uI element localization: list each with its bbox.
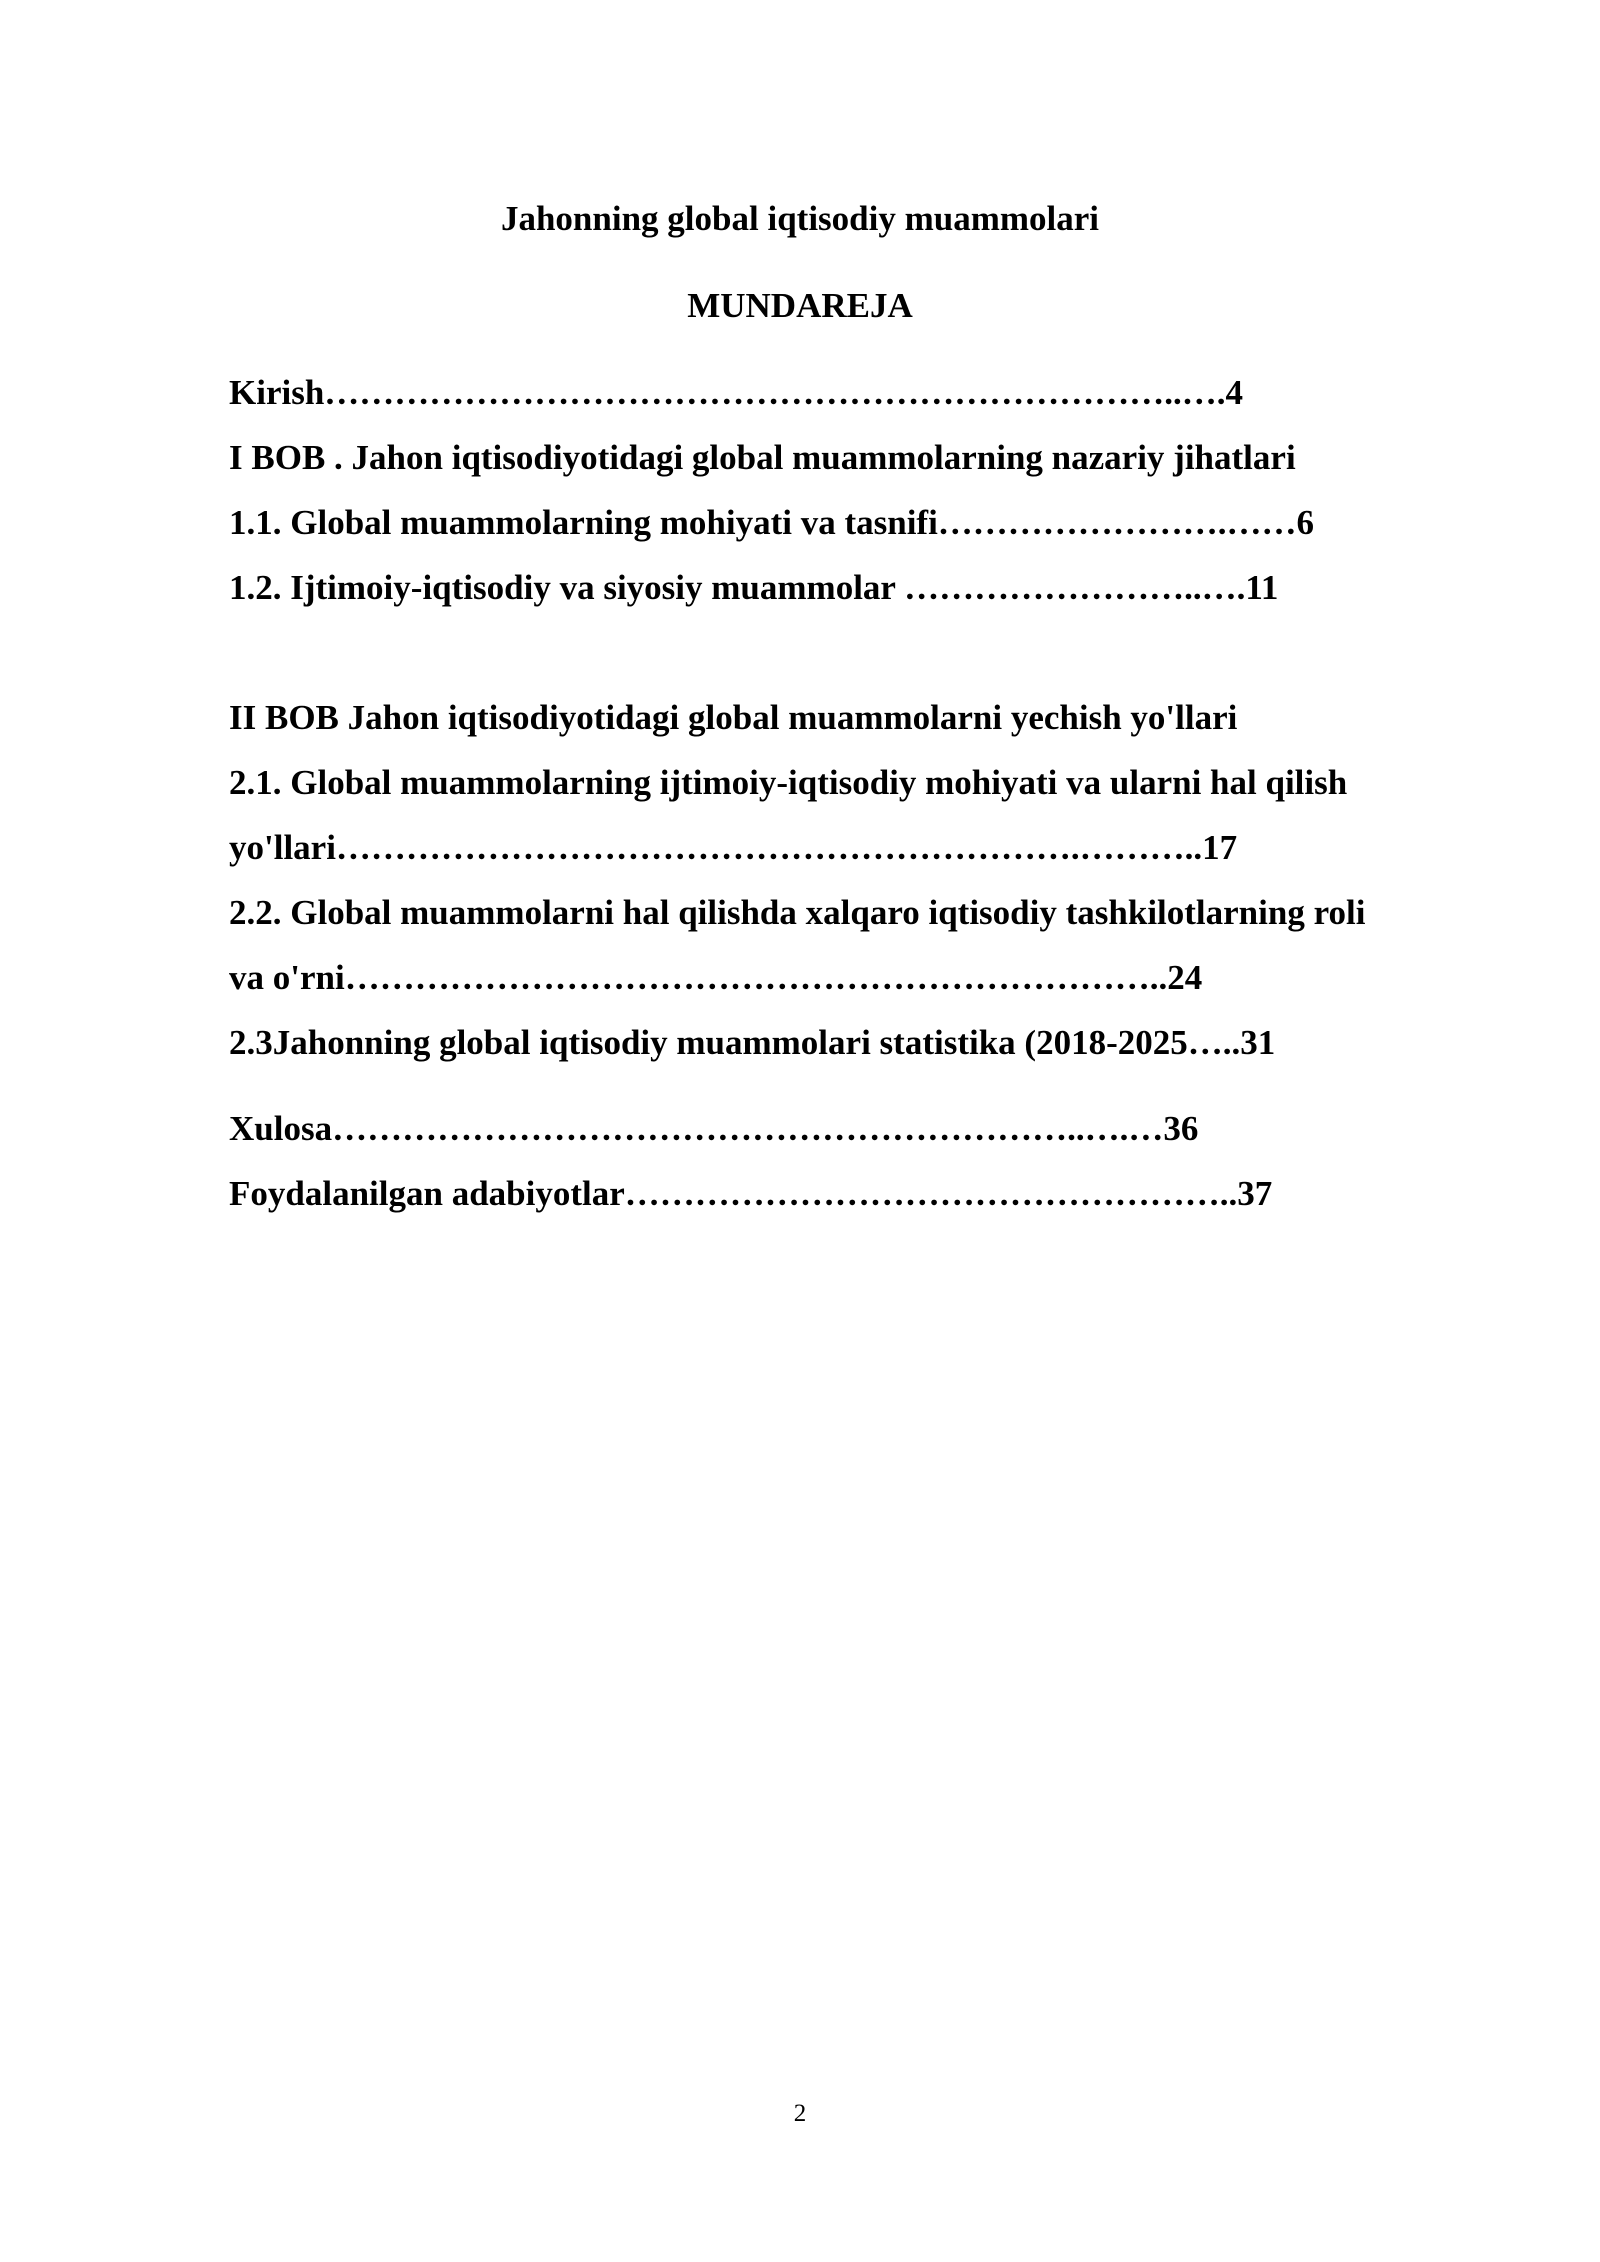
toc-entry-2-2: 2.2. Global muammolarni hal qilishda xalqaro iqtisodiy tashkilotlarning roli xyxy=(229,893,1366,932)
toc-entry-2-2-cont: va o'rni……………………………………………………………..24 xyxy=(229,958,1203,997)
toc-entry-adabiyotlar: Foydalanilgan adabiyotlar……………………………………………..37 xyxy=(229,1174,1273,1213)
toc-entry-2-3: 2.3Jahonning global iqtisodiy muammolari statistika (2018-2025…..31 xyxy=(229,1023,1276,1062)
toc-entry-2-1: 2.1. Global muammolarning ijtimoiy-iqtisodiy mohiyati va ularni hal qilish xyxy=(229,763,1348,802)
toc-chapter-1: I BOB . Jahon iqtisodiyotidagi global muammolarning nazariy jihatlari xyxy=(229,438,1296,477)
toc-entry-2-1-cont: yo'llari……………………………………………………….………..17 xyxy=(229,828,1238,867)
toc-entry-1-1: 1.1. Global muammolarning mohiyati va tasnifi…………………….……6 xyxy=(229,503,1315,542)
page-number: 2 xyxy=(793,2100,807,2127)
toc-entry-kirish: Kirish………………………………………………………………..….4 xyxy=(229,373,1244,412)
toc-heading: MUNDAREJA xyxy=(687,286,913,325)
toc-entry-xulosa: Xulosa………………………………………………………..….…36 xyxy=(229,1109,1199,1148)
toc-entry-1-2: 1.2. Ijtimoiy-iqtisodiy va siyosiy muammolar ……………………..….11 xyxy=(229,568,1279,607)
toc-chapter-2: II BOB Jahon iqtisodiyotidagi global muammolarni yechish yo'llari xyxy=(229,698,1238,737)
document-title: Jahonning global iqtisodiy muammolari xyxy=(500,199,1100,238)
